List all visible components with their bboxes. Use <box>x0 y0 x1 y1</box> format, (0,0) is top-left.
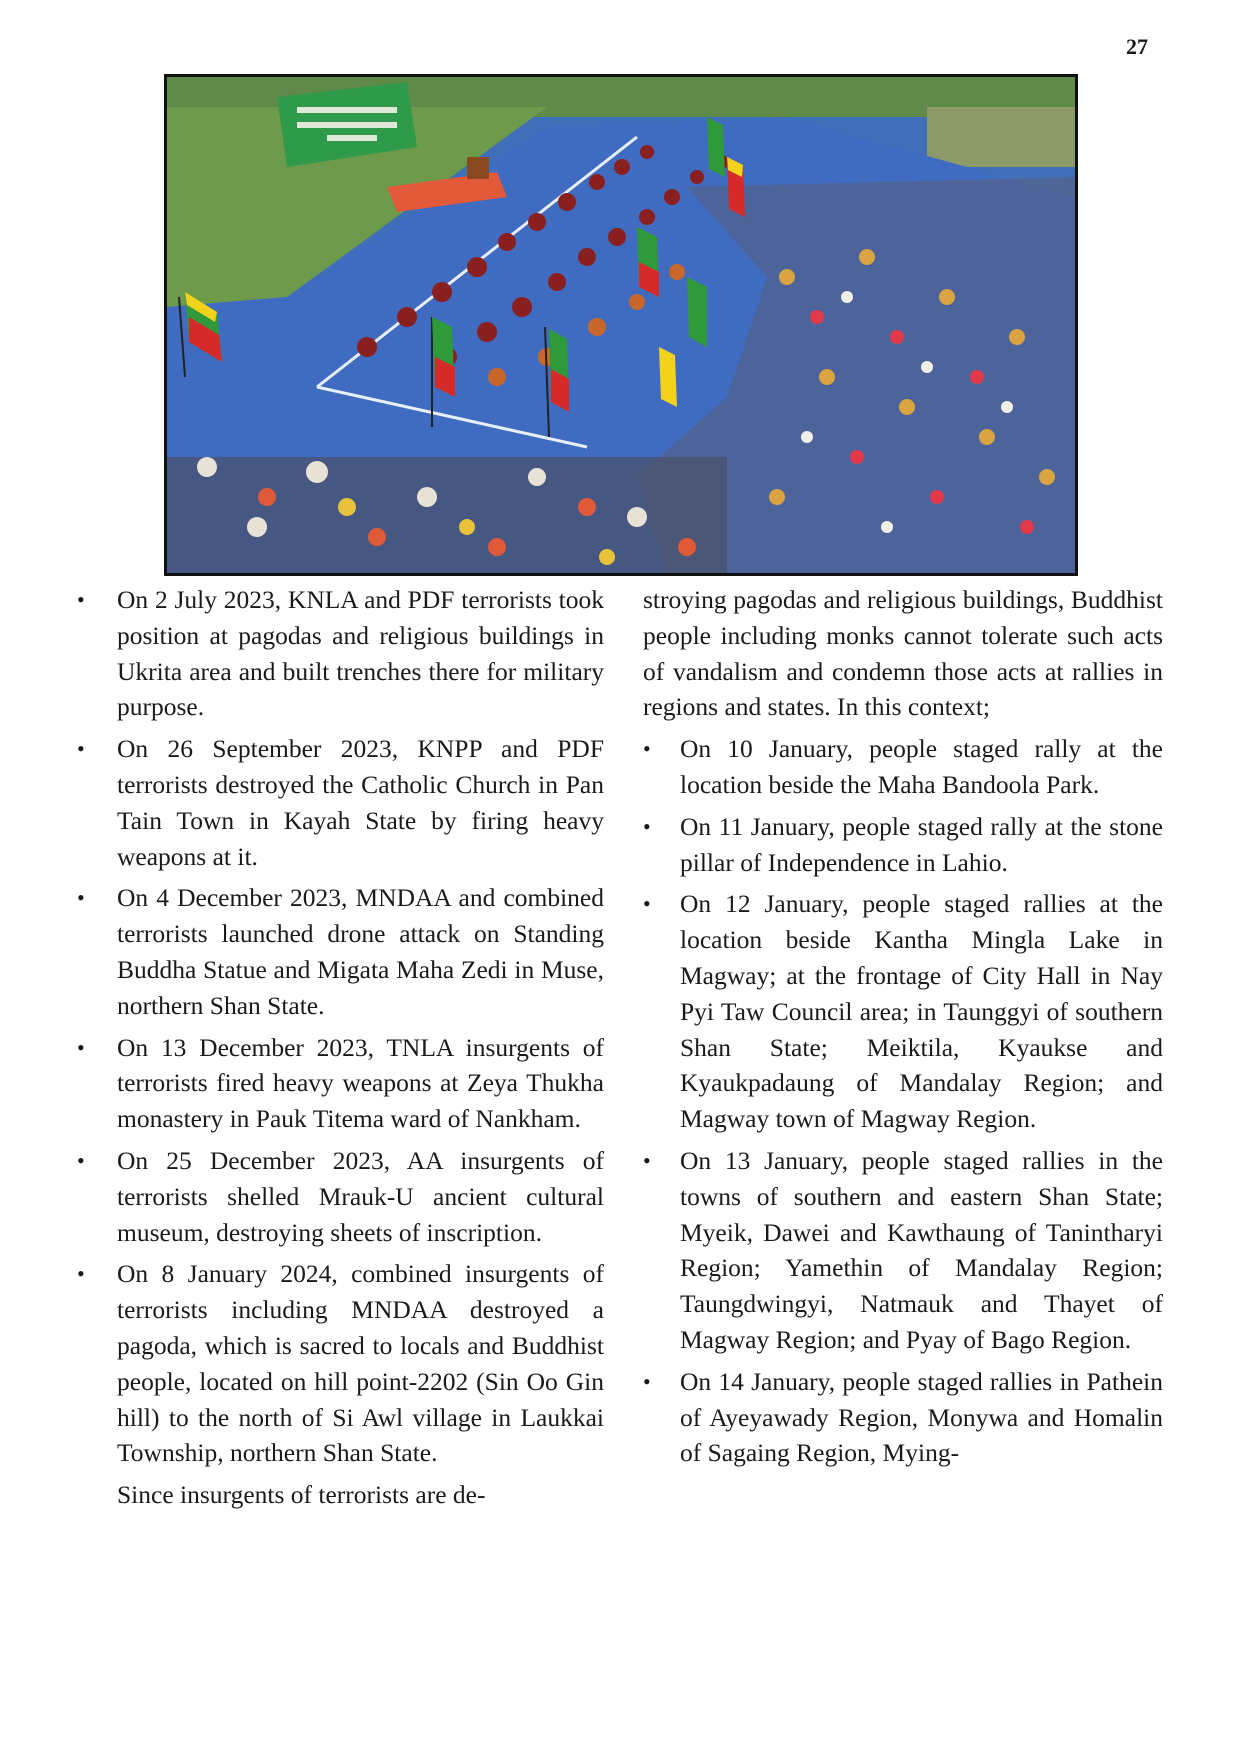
list-item: • On 13 December 2023, TNLA insurgents of terrorists fired heavy weapons at Zeya Thukha monastery in Pauk Titema ward of Nankham. <box>72 1030 604 1137</box>
list-item: • On 26 September 2023, KNPP and PDF terrorists destroyed the Catholic Church in Pan Tain Town in Kayah State by firing heavy weapons at it. <box>72 731 604 874</box>
list-item: • On 12 January, people staged rallies at the location beside Kantha Mingla Lake in Magway; at the frontage of City Hall in Nay Pyi Taw Council area; in Taunggyi of southern Shan State; Meiktila, Kyaukse and Kyaukpadaung of Mandalay Region; and Magway town of Magway Region. <box>643 886 1163 1137</box>
rally-photo-image <box>164 74 1078 576</box>
list-item: • On 10 January, people staged rally at the location beside the Maha Bandoola Park. <box>643 731 1163 803</box>
list-item: • On 14 January, people staged rallies in Pathein of Ayeyawady Region, Monywa and Homalin of Sagaing Region, Mying- <box>643 1364 1163 1471</box>
left-column <box>72 582 604 1513</box>
list-item: • On 2 July 2023, KNLA and PDF terrorists took position at pagodas and religious buildings in Ukrita area and built trenches there for military purpose. <box>72 582 604 725</box>
list-item: • On 13 January, people staged rallies in the towns of southern and eastern Shan State; Myeik, Dawei and Kawthaung of Tanintharyi Region; Yamethin of Mandalay Region; Taungdwingyi, Natmauk and Thayet of Magway Region; and Pyay of Bago Region. <box>643 1143 1163 1358</box>
list-item: • On 25 December 2023, AA insurgents of terrorists shelled Mrauk-U ancient cultural museum, destroying sheets of inscription. <box>72 1143 604 1250</box>
list-item: • On 11 January, people staged rally at the stone pillar of Independence in Lahio. <box>643 809 1163 881</box>
right-bullet-list <box>643 731 1163 1471</box>
list-item: • On 4 December 2023, MNDAA and combined terrorists launched drone attack on Standing Buddha Statue and Migata Maha Zedi in Muse, northern Shan State. <box>72 880 604 1023</box>
list-item: • On 8 January 2024, combined insurgents of terrorists including MNDAA destroyed a pagoda, which is sacred to locals and Buddhist people, located on hill point-2202 (Sin Oo Gin hill) to the north of Si Awl village in Laukkai Township, northern Shan State. <box>72 1256 604 1471</box>
paragraph-start: Since insurgents of terrorists are de- <box>117 1480 486 1510</box>
photo-illustration <box>167 77 1075 573</box>
paragraph-continuation: stroying pagodas and religious buildings, Buddhist people including monks cannot tolerate such acts of vandalism and condemn those acts at rallies in regions and states. In this context; <box>643 585 1163 722</box>
left-bullet-list <box>72 582 604 1471</box>
right-column <box>643 582 1163 1477</box>
page-number: 27 <box>1126 34 1148 59</box>
